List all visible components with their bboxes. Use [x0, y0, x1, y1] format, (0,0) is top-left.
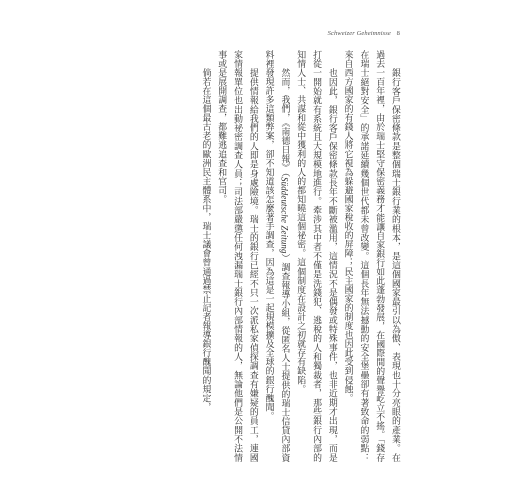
vertical-text-block — [197, 50, 402, 462]
paragraph-3-lead: 然而，我們，《南德日報》（ — [279, 50, 290, 178]
page-number: 8 — [396, 30, 400, 37]
running-head-title: Schweizer Geheimnisse — [327, 30, 391, 37]
paragraph-3-rest: ）調查報導小組，從匿名人士提供的瑞士信貸內部資料裡發現許多這類弊案，卻不知道該怎麼著手調查，因為這是一起規模擴及全球的銀行醜聞。 — [263, 50, 290, 462]
paragraph-1: 銀行客戶保密條款是整個瑞士銀行業的根本，是這個國家最引以為傲、表現也十分亮眼的產業。在過去一百年裡，由於瑞士堅守保密義務才能讓自家銀行如此蓬勃發展，在國際間的聲譽屹立不搖。「錢存在瑞士絕對安全」的承諾延續幾個世代都未曾改變。這個長年無法撼動的安全堡壘卻有著致命的弱點：來自西方國家的有錢人將它視為躲避國家稅收的屏障；民主國家的制度也因此受到侵蝕。 — [342, 50, 400, 462]
paragraph-5: 倘若在這個最古老的歐洲民主體系中，瑞士議會曾通過禁止記者報導銀行醜聞的規定， — [200, 50, 211, 412]
running-head — [328, 30, 400, 37]
paragraph-2: 也因此，銀行客戶保密條款長年不斷被濫用，這情況不是偶發或特殊事件，也非近期才出現，而是打從一開始就有系統且大規模地進行。牽涉其中者不僅是洗錢犯、逃稅的人和獨裁者，那些銀行內部的知情人士、共謀和從中獲利的人的都知曉這個祕密。這個制度在設計之初就存有缺陷。 — [295, 50, 337, 462]
newspaper-name: Süddeutsche Zeitung — [279, 177, 290, 254]
paragraph-4: 提供情報給我們的人即是身處險境。瑞士的銀行已經不只一次派私家偵探調查有嫌疑的員工，連國家情報單位也出動祕密調查人員；司法部嚴懲任何洩漏瑞士銀行內部情報的人，無論他們是公開不法情事或是展開調查，都難逃追查和官司。 — [216, 50, 258, 462]
paragraph-3 — [260, 50, 292, 462]
